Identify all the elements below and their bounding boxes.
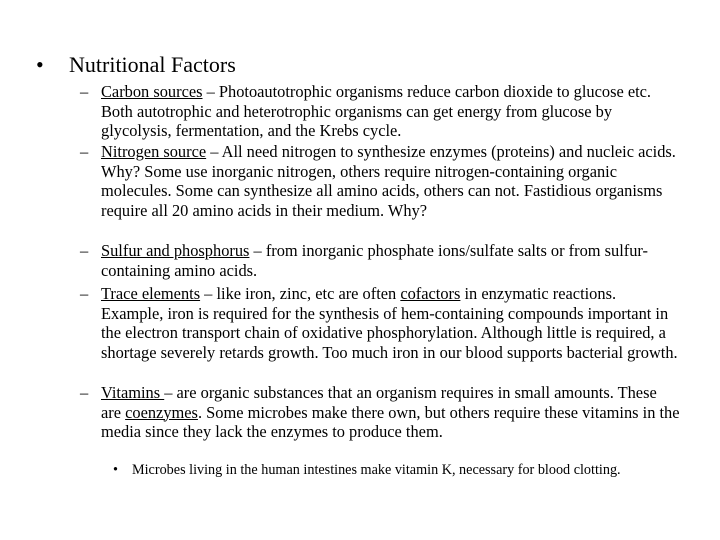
item-text: in enzymatic reactions. Example, iron is required for the synthesis of hem-containing compounds important in the electron transport chain of oxidative phosphorylation. Although little is required, a shortage severely retards growth. Too much iron in our blood supports bacterial growth.	[101, 284, 678, 362]
dash-icon: –	[80, 241, 89, 260]
heading-bullet-line	[36, 52, 236, 78]
dash-icon: –	[80, 82, 89, 101]
item-text: – All need nitrogen to synthesize enzymes (proteins) and nucleic acids. Why? Some use inorganic nitrogen, others require nitrogen-containing organic molecules. Some can synthesize all amino acids, others can not. Fastidious organisms require all 20 amino acids in their medium. Why?	[101, 142, 676, 220]
term-nitrogen-source: Nitrogen source	[101, 142, 207, 161]
item-sulfur-phosphorus	[80, 241, 680, 280]
term-trace-elements: Trace elements	[101, 284, 201, 303]
term-cofactors: cofactors	[400, 284, 461, 303]
item-text: – are organic substances that an organism requires in small amounts. These are	[101, 383, 657, 422]
dash-icon: –	[80, 383, 89, 402]
item-vitamins	[80, 383, 680, 442]
item-nitrogen-source	[80, 142, 680, 220]
item-text: . Some microbes make there own, but others require these vitamins in the media since they lack the enzymes to produce them.	[101, 402, 680, 442]
item-carbon-sources	[80, 82, 680, 141]
bullet-icon: •	[113, 462, 118, 478]
item-text: – from inorganic phosphate ions/sulfate salts or from sulfur-containing amino acids.	[101, 241, 649, 280]
subnote-vitamin-k	[113, 462, 673, 479]
subnote-text: Microbes living in the human intestines make vitamin K, necessary for blood clotting.	[132, 462, 621, 478]
item-text: – Photoautotrophic organisms reduce carbon dioxide to glucose etc. Both autotrophic and heterotrophic organisms can get energy from glucose by glycolysis, fermentation, and the Krebs cycle.	[101, 82, 652, 141]
term-vitamins: Vitamins	[101, 383, 165, 402]
heading-text: Nutritional Factors	[69, 52, 236, 77]
dash-icon: –	[80, 142, 89, 161]
term-sulfur-phosphorus: Sulfur and phosphorus	[101, 241, 250, 260]
term-carbon-sources: Carbon sources	[101, 82, 203, 101]
dash-icon: –	[80, 284, 89, 303]
term-coenzymes: coenzymes	[125, 402, 198, 422]
item-text: – like iron, zinc, etc are often	[200, 284, 401, 303]
bullet-icon: •	[36, 52, 44, 77]
item-trace-elements	[80, 284, 680, 362]
